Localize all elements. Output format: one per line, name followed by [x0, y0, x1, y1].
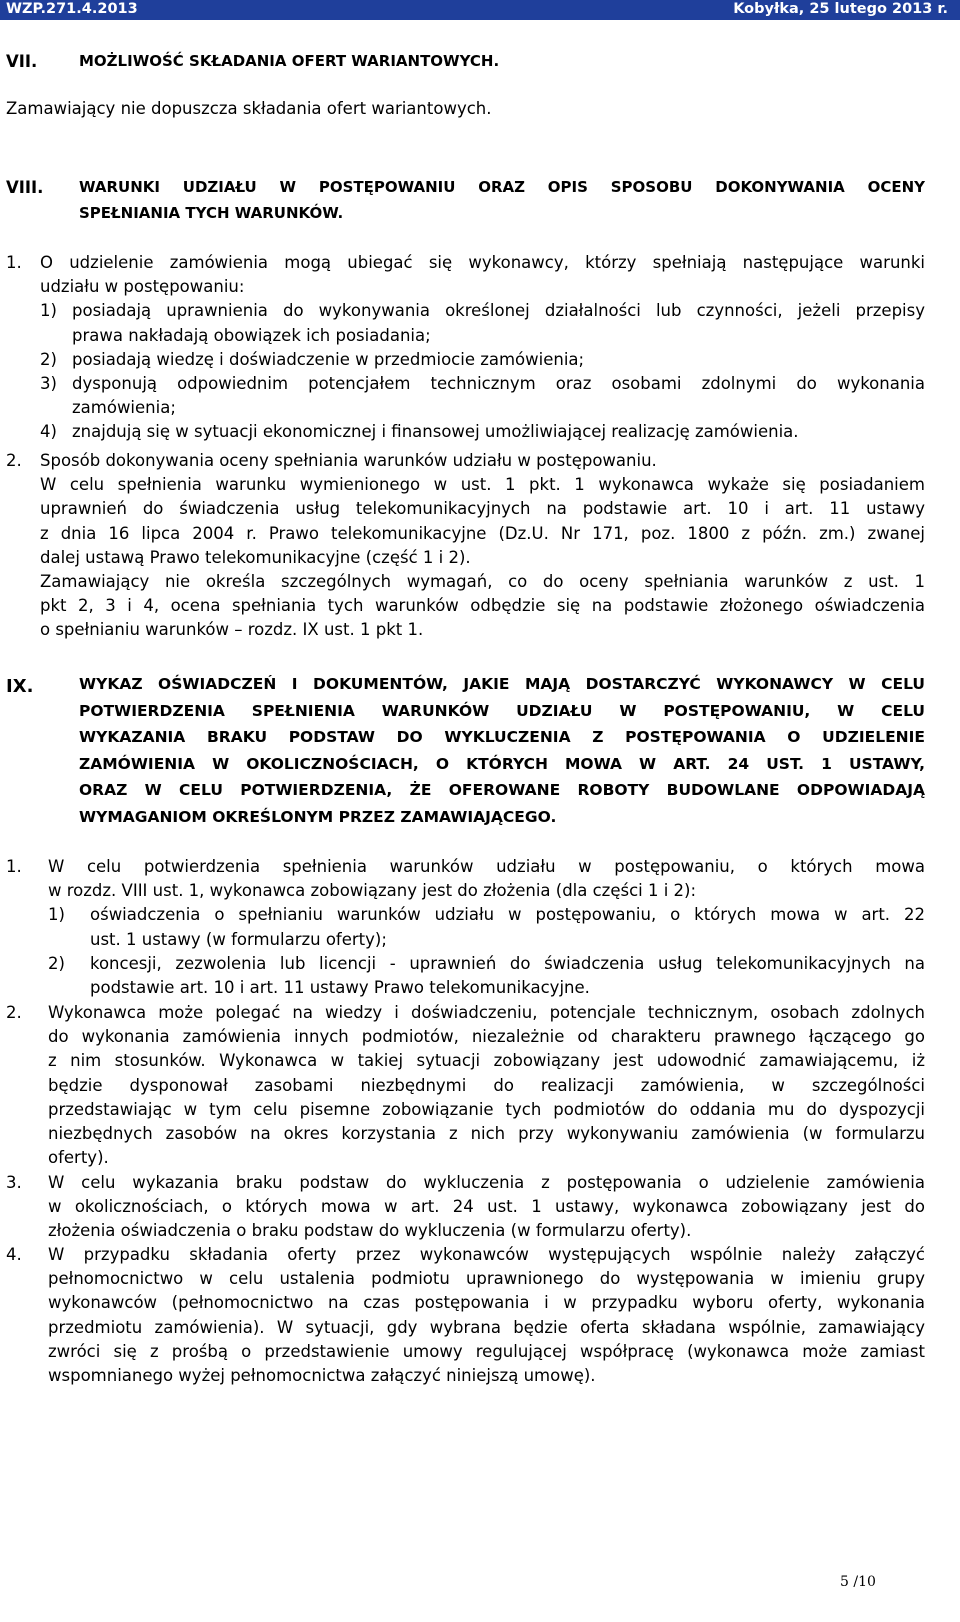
paragraph-line: z dnia 16 lipca 2004 r. Prawo telekomunikacyjne (Dz.U. Nr 171, poz. 1800 z późn. zm.) zwanej [40, 523, 925, 543]
paragraph-number: 4. [6, 1245, 22, 1264]
section-9-title-line: WYKAZ OŚWIADCZEŃ I DOKUMENTÓW, JAKIE MAJĄ DOSTARCZYĆ WYKONAWCY W CELU [79, 675, 925, 693]
section-8-title-line-2: SPEŁNIANIA TYCH WARUNKÓW. [79, 204, 344, 222]
section-9-title-line: WYKAZANIA BRAKU PODSTAW DO WYKLUCZENIA Z POSTĘPOWANIA O UDZIELENIE [79, 728, 925, 747]
section-9-title-line: POTWIERDZENIA SPEŁNIENIA WARUNKÓW UDZIAŁU W POSTĘPOWANIU, W CELU [79, 701, 925, 720]
list-item-line: posiadają uprawnienia do wykonywania określonej działalności lub czynności, jeżeli przepisy [72, 301, 925, 321]
paragraph-line: W celu potwierdzenia spełnienia warunków udziału w postępowaniu, o których mowa [48, 857, 925, 876]
list-item-line: znajdują się w sytuacji ekonomicznej i finansowej umożliwiającej realizację zamówienia. [72, 422, 799, 442]
list-item-number: 1) [48, 905, 65, 925]
paragraph-line: oferty). [48, 1148, 109, 1168]
list-item-line: koncesji, zezwolenia lub licencji - uprawnień do świadczenia usług telekomunikacyjnych na [90, 953, 925, 973]
list-item-number: 3) [40, 374, 57, 393]
list-item-line: prawa nakładają obowiązek ich posiadania; [72, 325, 431, 345]
paragraph-line: Zamawiający nie określa szczególnych wymagań, co do oceny spełniania warunków z ust. 1 [40, 572, 925, 591]
section-8-number: VIII. [6, 178, 44, 197]
list-item-number: 2) [48, 953, 65, 973]
paragraph-line: pełnomocnictwo w celu ustalenia podmiotu uprawnionego do występowania w imieniu grupy [48, 1269, 925, 1289]
header-bar [0, 0, 960, 20]
paragraph-line: dalej ustawą Prawo telekomunikacyjne (część 1 i 2). [40, 547, 471, 567]
paragraph-line: w rozdz. VIII ust. 1, wykonawca zobowiązany jest do złożenia (dla części 1 i 2): [48, 881, 697, 901]
list-item-line: podstawie art. 10 i art. 11 ustawy Prawo telekomunikacyjne. [90, 978, 590, 997]
paragraph-line: uprawnień do świadczenia usług telekomunikacyjnych na podstawie art. 10 i art. 11 ustawy [40, 499, 925, 519]
list-item-line: zamówienia; [72, 398, 176, 418]
section-9-title-line: ORAZ W CELU POTWIERDZENIA, ŻE OFEROWANE ROBOTY BUDOWLANE ODPOWIADAJĄ [79, 781, 925, 800]
paragraph-line: o spełnianiu warunków – rozdz. IX ust. 1 pkt 1. [40, 620, 424, 640]
paragraph-line: Wykonawca może polegać na wiedzy i doświadczeniu, potencjale technicznym, osobach zdolnych [48, 1003, 925, 1022]
paragraph-line: do wykonania zamówienia innych podmiotów, niezależnie od charakteru prawnego łączącego go [48, 1027, 925, 1047]
paragraph-line: w okolicznościach, o których mowa w art. 24 ust. 1 ustawy, wykonawca zobowiązany jest do [48, 1197, 925, 1217]
paragraph-line: W celu wykazania braku podstaw do wykluczenia z postępowania o udzielenie zamówienia [48, 1173, 925, 1192]
list-item-line: ust. 1 ustawy (w formularzu oferty); [90, 929, 387, 949]
paragraph-number: 3. [6, 1173, 22, 1192]
list-item-number: 4) [40, 422, 57, 442]
section-8-title-line-1: WARUNKI UDZIAŁU W POSTĘPOWANIU ORAZ OPIS SPOSOBU DOKONYWANIA OCENY [79, 178, 925, 196]
paragraph-line: Sposób dokonywania oceny spełniania warunków udziału w postępowaniu. [40, 451, 657, 470]
paragraph-line: W przypadku składania oferty przez wykonawców występujących wspólnie należy załączyć [48, 1245, 925, 1264]
paragraph-line: z nim stosunków. Wykonawca w takiej sytuacji zobowiązany jest udowodnić zamawiającemu, iż [48, 1051, 925, 1071]
paragraph-number: 2. [6, 451, 22, 470]
list-item-line: oświadczenia o spełnianiu warunków udziału w postępowaniu, o których mowa w art. 22 [90, 905, 925, 925]
list-item-line: dysponują odpowiednim potencjałem technicznym oraz osobami zdolnymi do wykonania [72, 374, 925, 393]
list-item-number: 2) [40, 349, 57, 369]
paragraph-number: 1. [6, 253, 22, 272]
section-9-title-line: WYMAGANIOM OKREŚLONYM PRZEZ ZAMAWIAJĄCEGO. [79, 808, 557, 826]
section-7-number: VII. [6, 52, 38, 71]
list-item-number: 1) [40, 301, 57, 321]
page-number: 5 /10 [840, 1574, 876, 1590]
paragraph-line: udziału w postępowaniu: [40, 277, 245, 297]
paragraph-line: wykonawców (pełnomocnictwo na czas postępowania i w przypadku wyboru oferty, wykonania [48, 1293, 925, 1313]
paragraph-line: zwróci się z prośbą o przedstawienie umowy regulującej współpracę (wykonawca może zamiast [48, 1341, 925, 1361]
section-9-number: IX. [6, 676, 34, 697]
paragraph-line: O udzielenie zamówienia mogą ubiegać się wykonawcy, którzy spełniają następujące warunki [40, 253, 925, 272]
paragraph-line: będzie dysponował zasobami niezbędnymi do realizacji zamówienia, w szczególności [48, 1075, 925, 1095]
document-reference: WZP.271.4.2013 [6, 1, 138, 17]
paragraph-number: 1. [6, 857, 22, 876]
paragraph-line: przedmiotu zamówienia). W sytuacji, gdy wybrana będzie oferta składana wspólnie, zamawiający [48, 1317, 925, 1337]
paragraph-number: 2. [6, 1003, 22, 1022]
paragraph-line: pkt 2, 3 i 4, ocena spełniania tych warunków odbędzie się na podstawie złożonego oświadczenia [40, 596, 925, 616]
document-date: Kobyłka, 25 lutego 2013 r. [733, 1, 948, 17]
section-9-title-line: ZAMÓWIENIA W OKOLICZNOŚCIACH, O KTÓRYCH MOWA W ART. 24 UST. 1 USTAWY, [79, 754, 925, 773]
paragraph-line: wspomnianego wyżej pełnomocnictwa załączyć niniejszą umowę). [48, 1366, 596, 1385]
paragraph-line: niezbędnych zasobów na okres korzystania z nich przy wykonywaniu zamówienia (w formularzu [48, 1124, 925, 1143]
paragraph-line: złożenia oświadczenia o braku podstaw do wykluczenia (w formularzu oferty). [48, 1221, 692, 1241]
paragraph-line: przedstawiając w tym celu pisemne zobowiązanie tych podmiotów do oddania mu do dyspozycji [48, 1099, 925, 1119]
list-item-line: posiadają wiedzę i doświadczenie w przedmiocie zamówienia; [72, 349, 585, 369]
paragraph-line: W celu spełnienia warunku wymienionego w ust. 1 pkt. 1 wykonawca wykaże się posiadaniem [40, 475, 925, 495]
section-7-text: Zamawiający nie dopuszcza składania ofert wariantowych. [6, 99, 492, 118]
section-7-title: MOŻLIWOŚĆ SKŁADANIA OFERT WARIANTOWYCH. [79, 52, 500, 70]
